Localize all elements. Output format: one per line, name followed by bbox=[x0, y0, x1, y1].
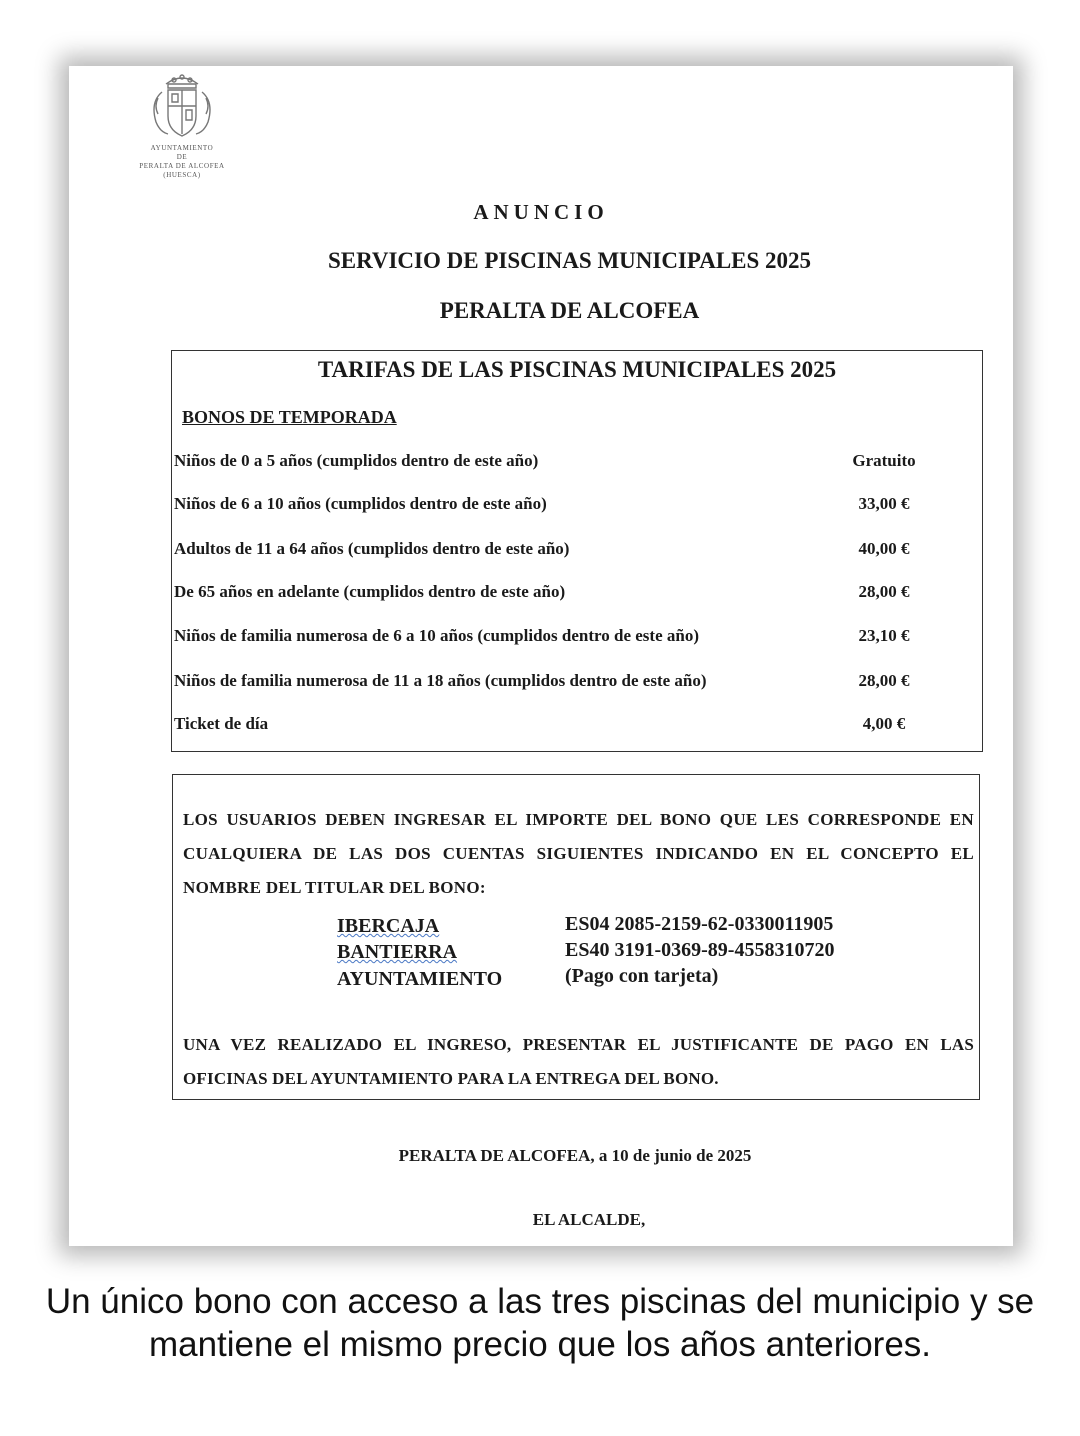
bank-account: ES04 2085-2159-62-0330011905 bbox=[565, 913, 834, 935]
tariff-row bbox=[174, 451, 944, 475]
tariff-desc: De 65 años en adelante (cumplidos dentro de este año) bbox=[174, 582, 566, 601]
payment-notice: LOS USUARIOS DEBEN INGRESAR EL IMPORTE DEL BONO QUE LES CORRESPONDE EN CUALQUIERA DE LAS DOS CUENTAS SIGUIENTES INDICANDO EN EL CONCEPTO EL NOMBRE DEL TITULAR DEL BONO: bbox=[183, 810, 974, 897]
emblem-line-2: DE bbox=[176, 153, 188, 161]
signer: EL ALCALDE, bbox=[532, 1210, 646, 1229]
heading-town: PERALTA DE ALCOFEA bbox=[439, 298, 700, 323]
tariff-row bbox=[174, 582, 944, 606]
tariff-row bbox=[174, 714, 944, 738]
tariff-row bbox=[174, 539, 944, 563]
tariff-price: 33,00 € bbox=[858, 494, 910, 513]
bank-name: AYUNTAMIENTO bbox=[337, 968, 503, 990]
payment-box bbox=[172, 774, 980, 1100]
tariffs-box bbox=[171, 350, 983, 752]
emblem-line-1: AYUNTAMIENTO bbox=[150, 144, 214, 152]
tariff-desc: Niños de familia numerosa de 6 a 10 años (cumplidos dentro de este año) bbox=[174, 626, 699, 645]
announcement-sheet bbox=[69, 66, 1013, 1246]
tariff-price: 28,00 € bbox=[858, 671, 910, 690]
tariff-desc: Ticket de día bbox=[174, 714, 269, 733]
payment-instructions: UNA VEZ REALIZADO EL INGRESO, PRESENTAR EL JUSTIFICANTE DE PAGO EN LAS OFICINAS DEL AYUNTAMIENTO PARA LA ENTREGA DEL BONO. bbox=[183, 1035, 974, 1088]
tariff-price: 28,00 € bbox=[858, 582, 910, 601]
emblem-line-4: (HUESCA) bbox=[163, 171, 201, 179]
emblem-line-3: PERALTA DE ALCOFEA bbox=[139, 162, 225, 170]
tariff-row bbox=[174, 494, 944, 518]
tariff-desc: Niños de 0 a 5 años (cumplidos dentro de este año) bbox=[174, 451, 539, 470]
tariff-price: 4,00 € bbox=[862, 714, 906, 733]
bank-name: IBERCAJA bbox=[337, 915, 440, 937]
caption: Un único bono con acceso a las tres piscinas del municipio y se mantiene el mismo precio que los años anteriores. bbox=[45, 1282, 1035, 1364]
bank-name: BANTIERRA bbox=[337, 941, 458, 963]
tariff-price: 23,10 € bbox=[858, 626, 910, 645]
heading-title: SERVICIO DE PISCINAS MUNICIPALES 2025 bbox=[327, 248, 812, 273]
bank-account: (Pago con tarjeta) bbox=[565, 965, 719, 987]
tariff-desc: Adultos de 11 a 64 años (cumplidos dentro de este año) bbox=[174, 539, 570, 558]
tariff-price: 40,00 € bbox=[858, 539, 910, 558]
tariffs-title: TARIFAS DE LAS PISCINAS MUNICIPALES 2025 bbox=[317, 357, 837, 382]
section-label: BONOS DE TEMPORADA bbox=[182, 407, 397, 427]
tariff-desc: Niños de familia numerosa de 11 a 18 años (cumplidos dentro de este año) bbox=[174, 671, 707, 690]
tariff-price: Gratuito bbox=[852, 451, 916, 470]
town-emblem bbox=[107, 72, 257, 198]
tariff-row bbox=[174, 626, 944, 650]
heading-anuncio: ANUNCIO bbox=[473, 200, 609, 224]
place-date: PERALTA DE ALCOFEA, a 10 de junio de 2025 bbox=[398, 1146, 752, 1165]
tariff-row bbox=[174, 671, 944, 695]
bank-account: ES40 3191-0369-89-4558310720 bbox=[565, 939, 835, 961]
tariff-desc: Niños de 6 a 10 años (cumplidos dentro de este año) bbox=[174, 494, 547, 513]
coat-of-arms-icon bbox=[142, 72, 222, 144]
